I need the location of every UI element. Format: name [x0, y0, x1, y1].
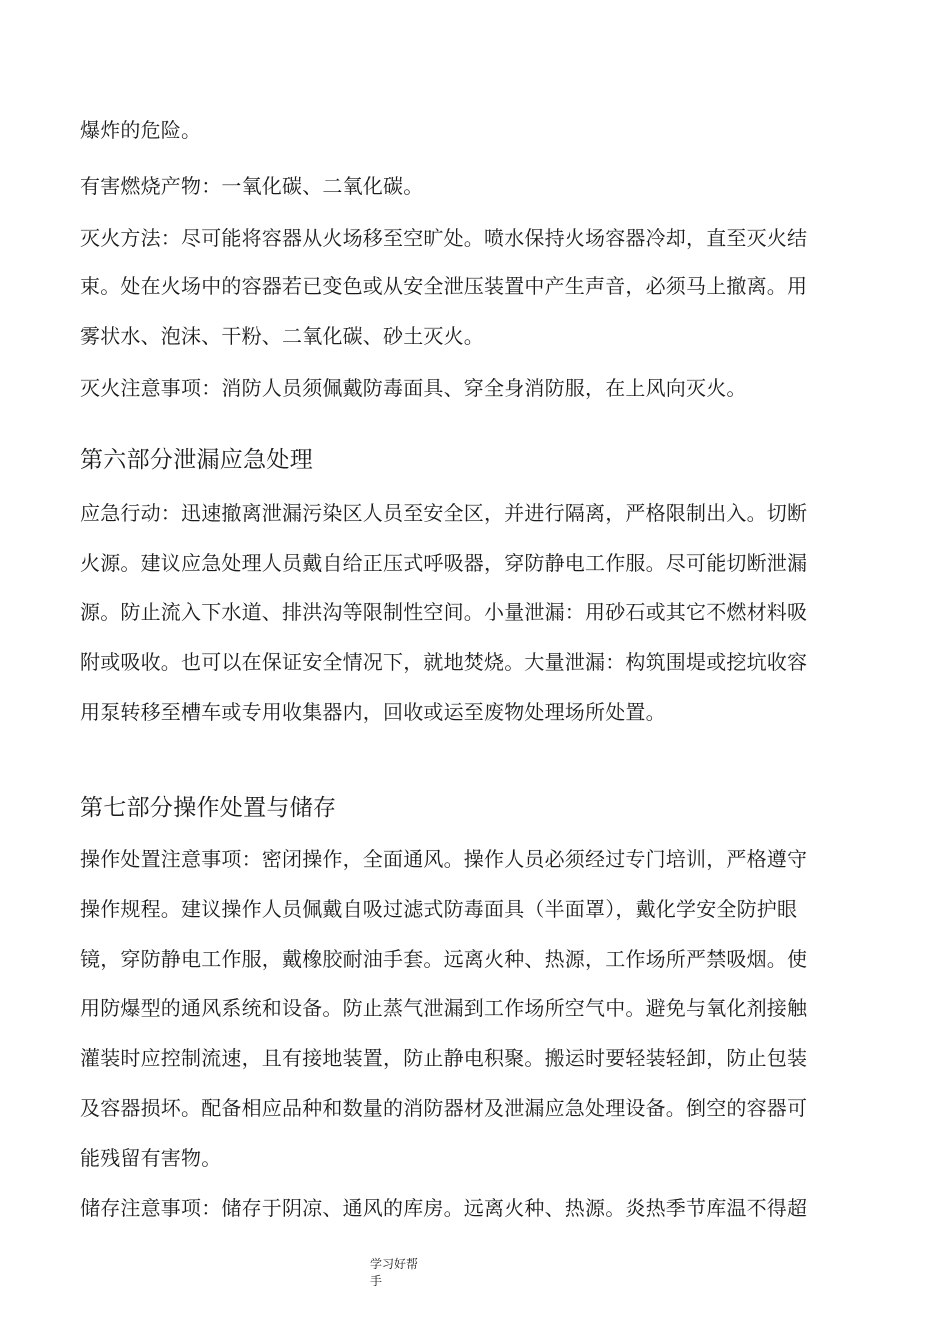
paragraph-line: 灌装时应控制流速，且有接地装置，防止静电积聚。搬运时要轻装轻卸，防止包装: [80, 1046, 808, 1070]
paragraph-line: 附或吸收。也可以在保证安全情况下，就地焚烧。大量泄漏：构筑围堤或挖坑收容: [80, 650, 808, 674]
paragraph-line: 及容器损坏。配备相应品种和数量的消防器材及泄漏应急处理设备。倒空的容器可: [80, 1096, 808, 1120]
paragraph-line: 操作规程。建议操作人员佩戴自吸过滤式防毒面具（半面罩），戴化学安全防护眼: [80, 897, 798, 921]
paragraph-line: 火源。建议应急处理人员戴自给正压式呼吸器，穿防静电工作服。尽可能切断泄漏: [80, 551, 808, 575]
paragraph-line: 应急行动：迅速撤离泄漏污染区人员至安全区，并进行隔离，严格限制出入。切断: [80, 501, 808, 525]
paragraph-line: 源。防止流入下水道、排洪沟等限制性空间。小量泄漏：用砂石或其它不燃材料吸: [80, 600, 808, 624]
paragraph-line: 灭火方法：尽可能将容器从火场移至空旷处。喷水保持火场容器冷却，直至灭火结: [80, 226, 808, 250]
section-heading-part7: 第七部分操作处置与储存: [80, 795, 337, 821]
paragraph-line: 有害燃烧产物：一氧化碳、二氧化碳。: [80, 174, 424, 198]
paragraph-line: 用防爆型的通风系统和设备。防止蒸气泄漏到工作场所空气中。避免与氧化剂接触: [80, 996, 808, 1020]
section-heading-part6: 第六部分泄漏应急处理: [80, 447, 313, 473]
footer-text: 学习好帮: [370, 1257, 419, 1271]
paragraph-line: 操作处置注意事项：密闭操作，全面通风。操作人员必须经过专门培训，严格遵守: [80, 847, 808, 871]
paragraph-line: 储存注意事项：储存于阴凉、通风的库房。远离火种、热源。炎热季节库温不得超: [80, 1196, 808, 1220]
paragraph-line: 能残留有害物。: [80, 1146, 222, 1170]
footer-text: 手: [370, 1274, 383, 1288]
paragraph-line: 束。处在火场中的容器若已变色或从安全泄压装置中产生声音，必须马上撤离。用: [80, 274, 808, 298]
paragraph-line: 灭火注意事项：消防人员须佩戴防毒面具、穿全身消防服，在上风向灭火。: [80, 376, 747, 400]
paragraph-line: 镜，穿防静电工作服，戴橡胶耐油手套。远离火种、热源，工作场所严禁吸烟。使: [80, 947, 808, 971]
paragraph-line: 爆炸的危险。: [80, 118, 202, 142]
paragraph-line: 用泵转移至槽车或专用收集器内，回收或运至废物处理场所处置。: [80, 700, 666, 724]
paragraph-line: 雾状水、泡沫、干粉、二氧化碳、砂土灭火。: [80, 324, 484, 348]
